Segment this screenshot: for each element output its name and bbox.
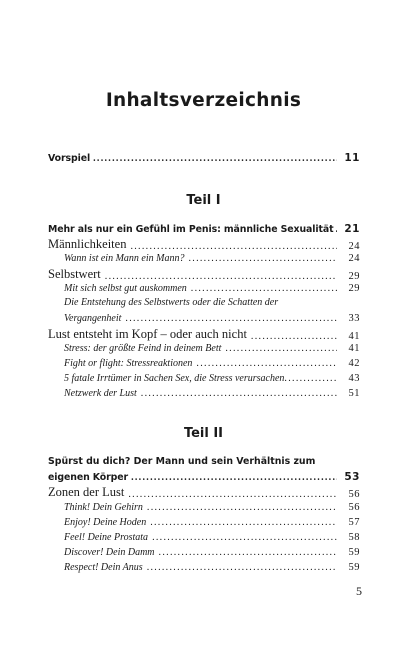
toc-entry-page: 59 — [348, 547, 360, 558]
toc-chapter-2-line1[interactable]: Spürst du dich? Der Mann und sein Verhältnis zum — [48, 456, 316, 467]
toc-section[interactable] — [48, 327, 360, 342]
toc-subsection[interactable] — [64, 532, 360, 543]
dot-leader — [141, 389, 337, 399]
toc-entry-page: 29 — [348, 283, 360, 294]
dot-leader — [147, 563, 337, 573]
toc-entry-title: Männlichkeiten — [48, 237, 127, 251]
toc-subsection[interactable] — [64, 388, 360, 399]
toc-entry-title: Vergangenheit — [64, 313, 122, 324]
toc-entry-title: Zonen der Lust — [48, 485, 125, 499]
toc-entry-page: 24 — [348, 253, 360, 264]
toc-subsection[interactable] — [64, 313, 360, 324]
toc-entry-page: 11 — [344, 152, 360, 164]
page-title: Inhaltsverzeichnis — [105, 90, 302, 111]
toc-entry-page: 59 — [348, 562, 360, 573]
dot-leader — [284, 374, 337, 384]
toc-entry-page: 41 — [348, 343, 360, 354]
dot-leader — [125, 314, 337, 324]
toc-entry-page: 43 — [348, 373, 360, 384]
dot-leader — [93, 154, 337, 164]
toc-entry-title: eigenen Körper — [48, 472, 129, 483]
toc-subsection[interactable] — [64, 547, 360, 558]
toc-entry-title: Selbstwert — [48, 267, 101, 281]
toc-entry-title: Think! Dein Gehirn — [64, 502, 143, 513]
toc-entry-page: 33 — [348, 313, 360, 324]
dot-leader — [147, 503, 337, 513]
toc-entry-title: Wann ist ein Mann ein Mann? — [64, 253, 185, 264]
toc-entry-title: Stress: der größte Feind in deinem Bett — [64, 343, 222, 354]
dot-leader — [128, 490, 337, 500]
toc-entry-vorspiel[interactable] — [48, 152, 360, 164]
dot-leader — [336, 225, 338, 235]
toc-section[interactable] — [48, 267, 360, 282]
toc-entry-page: 51 — [348, 388, 360, 399]
dot-leader — [131, 473, 337, 483]
toc-entry-title: Respect! Dein Anus — [64, 562, 143, 573]
toc-chapter-1[interactable] — [48, 223, 360, 235]
toc-entry-title: Discover! Dein Damm — [64, 547, 155, 558]
part-heading-1: Teil I — [186, 193, 221, 208]
page-number: 5 — [356, 584, 362, 598]
toc-entry-page: 56 — [348, 489, 360, 500]
toc-subsection[interactable] — [64, 373, 360, 384]
dot-leader — [191, 284, 337, 294]
toc-entry-page: 56 — [348, 502, 360, 513]
toc-entry-page: 53 — [344, 471, 360, 483]
toc-entry-page: 24 — [348, 241, 360, 252]
dot-leader — [130, 242, 337, 252]
toc-section[interactable] — [48, 237, 360, 252]
dot-leader — [251, 332, 337, 342]
part-heading-2: Teil II — [183, 426, 224, 441]
toc-subsection[interactable] — [64, 283, 360, 294]
toc-subsection[interactable] — [64, 502, 360, 513]
toc-entry-page: 21 — [344, 223, 360, 235]
toc-entry-page: 29 — [348, 271, 360, 282]
toc-entry-page: 41 — [348, 331, 360, 342]
toc-subsection[interactable] — [64, 343, 360, 354]
dot-leader — [105, 272, 337, 282]
toc-entry-title: Fight or flight: Stressreaktionen — [64, 358, 193, 369]
dot-leader — [152, 533, 337, 543]
dot-leader — [196, 359, 337, 369]
toc-entry-page: 42 — [348, 358, 360, 369]
toc-subsection[interactable] — [64, 562, 360, 573]
toc-entry-title: Lust entsteht im Kopf – oder auch nicht — [48, 327, 247, 341]
dot-leader — [225, 344, 337, 354]
toc-entry-title: Netzwerk der Lust — [64, 388, 137, 399]
toc-subsection[interactable] — [64, 517, 360, 528]
toc-section[interactable] — [48, 485, 360, 500]
toc-entry-page: 57 — [348, 517, 360, 528]
toc-entry-title: 5 fatale Irrtümer in Sachen Sex, die Stress verursachen — [64, 373, 285, 384]
toc-entry-title: Feel! Deine Prostata — [64, 532, 149, 543]
toc-subsection[interactable] — [64, 253, 360, 264]
dot-leader — [159, 548, 337, 558]
dot-leader — [150, 518, 337, 528]
toc-entry-title: Mehr als nur ein Gefühl im Penis: männliche Sexualität — [48, 224, 334, 235]
dot-leader — [188, 254, 337, 264]
toc-subsection-line1[interactable]: Die Entstehung des Selbstwerts oder die Schatten der — [64, 297, 279, 308]
toc-entry-title: Enjoy! Deine Hoden — [64, 517, 147, 528]
toc-entry-page: 58 — [348, 532, 360, 543]
toc-entry-title: Vorspiel — [48, 153, 91, 164]
toc-chapter-2[interactable] — [48, 471, 360, 483]
toc-entry-title: Mit sich selbst gut auskommen — [64, 283, 187, 294]
toc-subsection[interactable] — [64, 358, 360, 369]
